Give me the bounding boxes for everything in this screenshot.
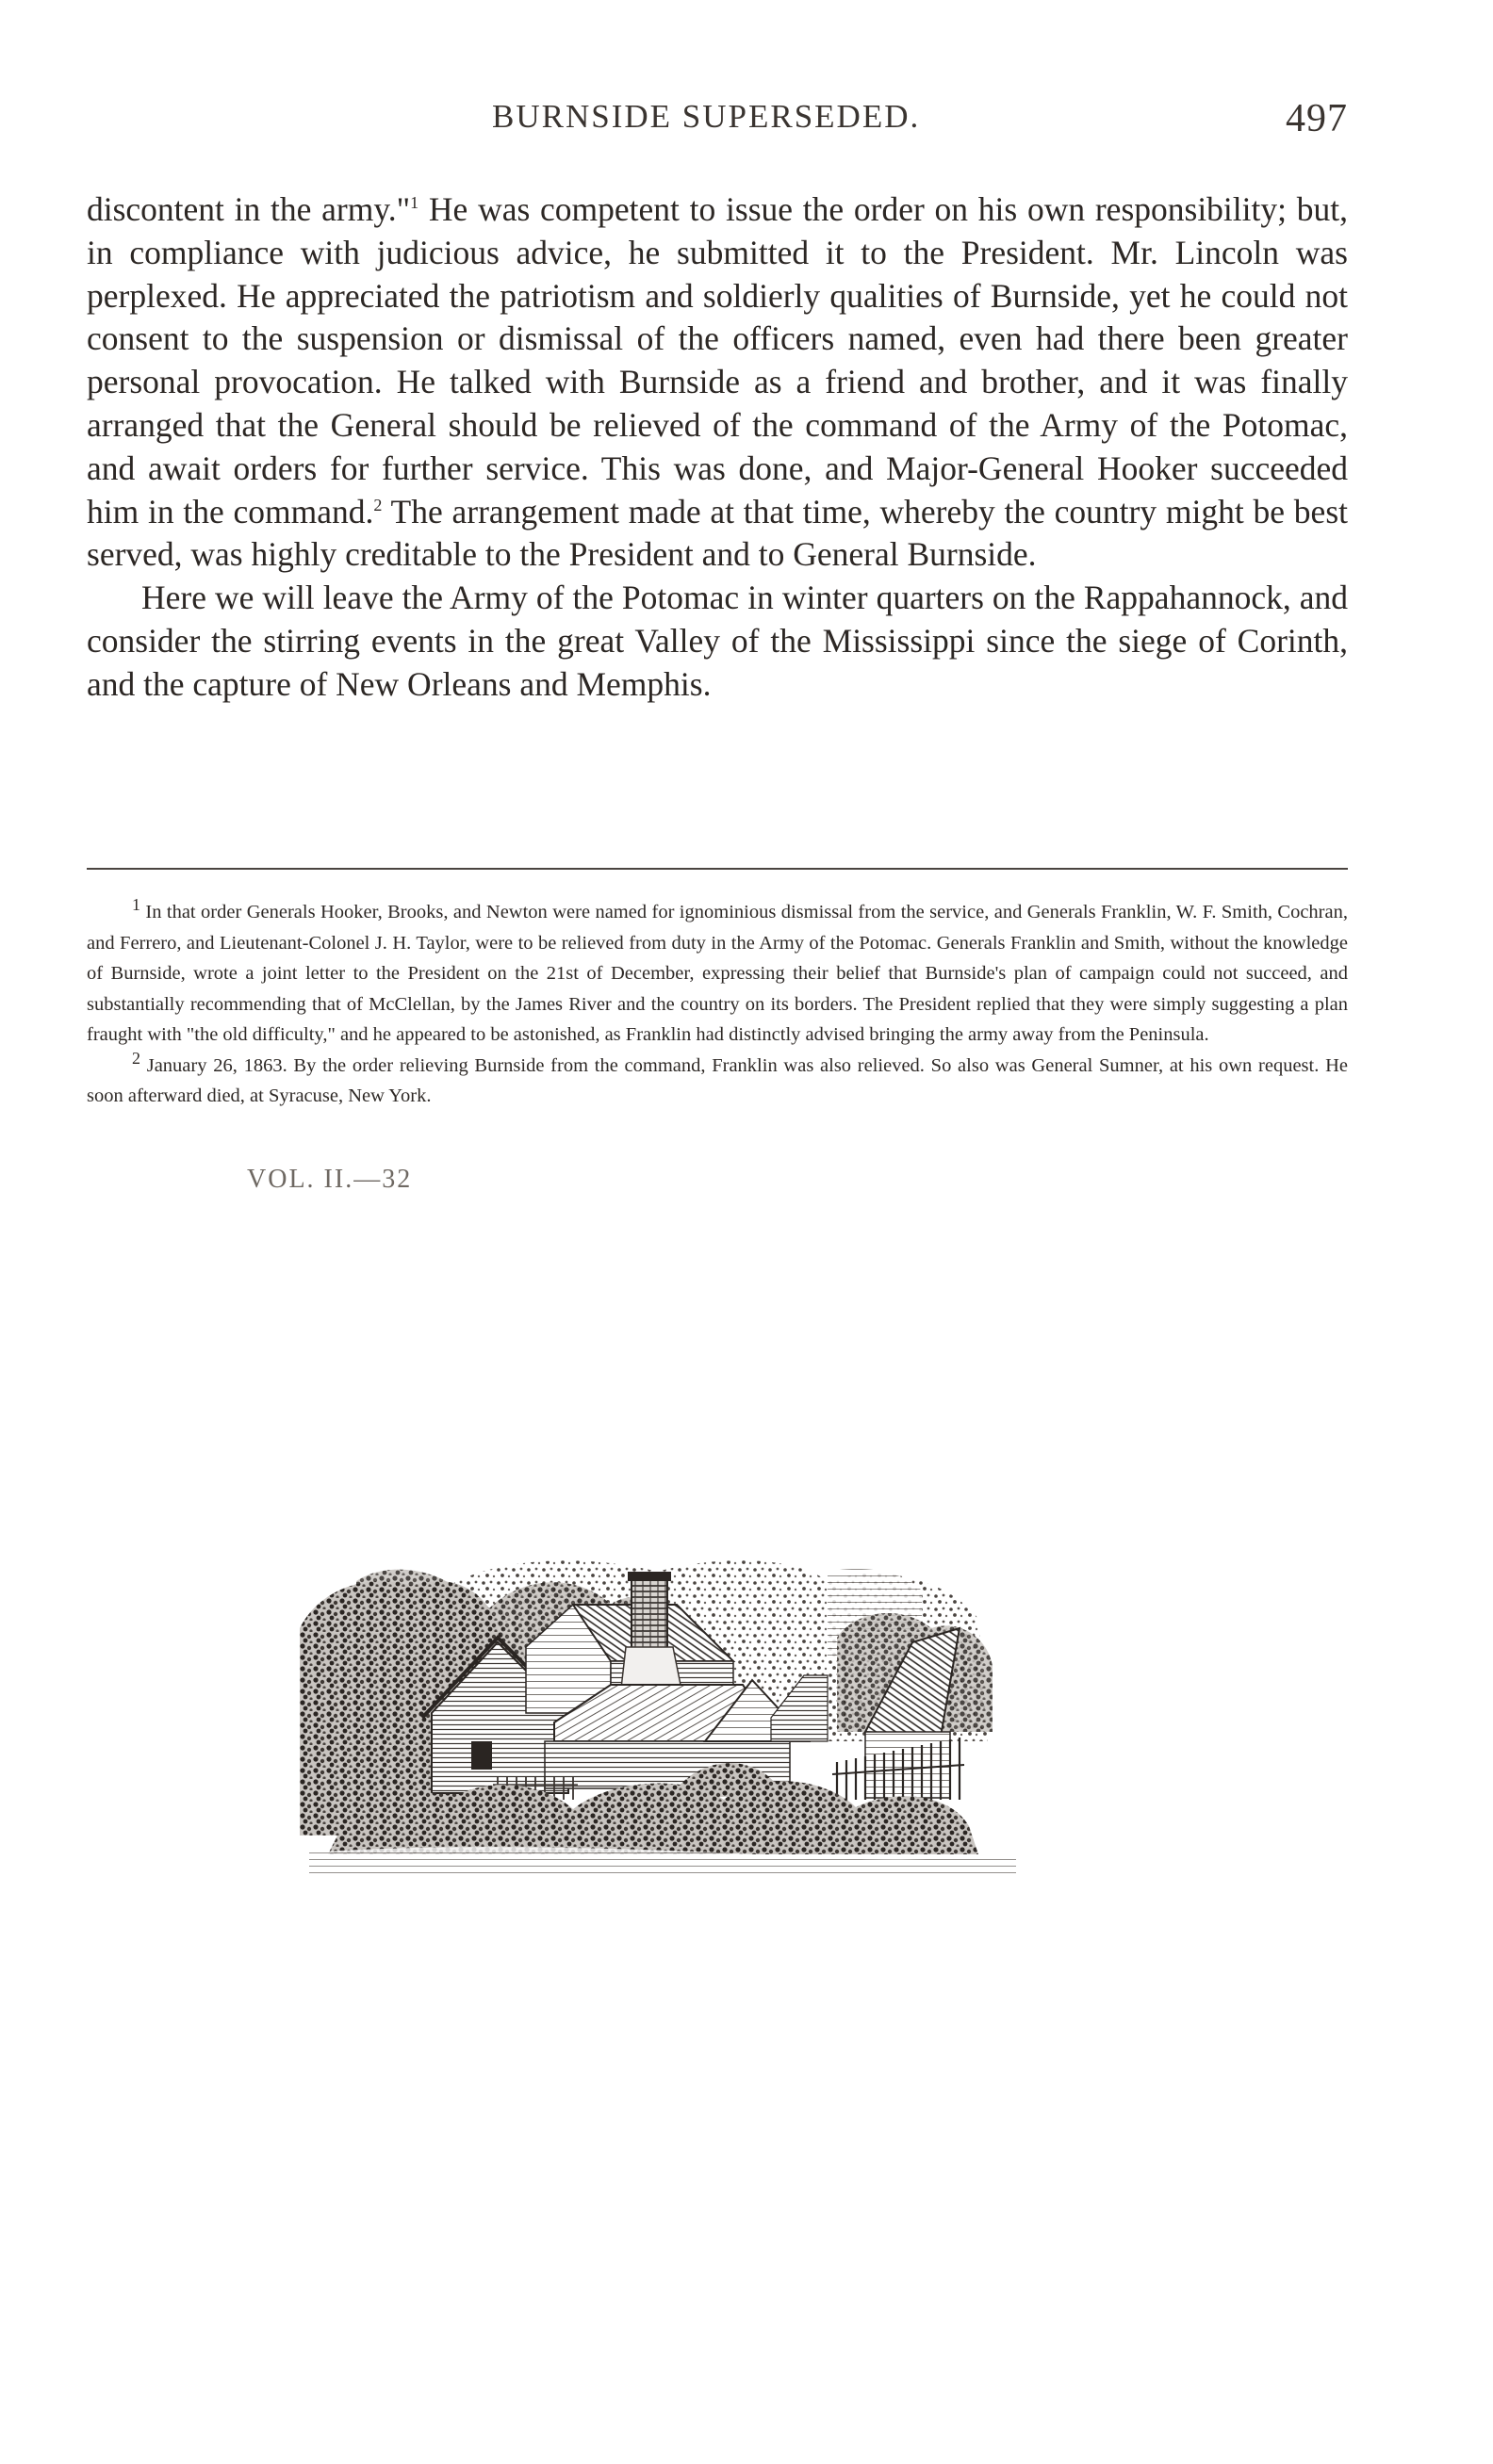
footnote-2-marker: 2 xyxy=(132,1048,140,1068)
signature-mark: VOL. II.—32 xyxy=(247,1165,413,1194)
paragraph-2: Here we will leave the Army of the Potomac in winter quarters on the Rappahannock, and consider the stirring events in the great Valley of the Mississippi since the siege of Corinth, and the capture of New Orleans and Memphis. xyxy=(87,579,1348,703)
body-text xyxy=(87,188,1348,707)
paragraph-1-part-2: He was competent to issue the order on his own responsibility; but, in compliance with judicious advice, he submitted it to the President. Mr. Lincoln was perplexed. He appreciated the patriotism and soldierly qualities of Burnside, yet he could not consent to the suspension or dismissal of the officers named, even had there been greater personal provocation. He talked with Burnside as a friend and brother, and it was finally arranged that the General should be relieved of the command of the Army of the Potomac, and await orders for further service. This was done, and Major-General Hooker succeeded him in the command. xyxy=(87,190,1348,530)
footnote-2-text: January 26, 1863. By the order relieving Burnside from the command, Franklin was also relieved. So also was General Sumner, at his own request. He soon afterward died, at Syracuse, New York. xyxy=(87,1054,1348,1106)
footnote-1 xyxy=(87,897,1348,1051)
footnote-1-text: In that order Generals Hooker, Brooks, and Newton were named for ignominious dismissal from the service, and Generals Franklin, W. F. Smith, Cochran, and Ferrero, and Lieutenant-Colonel J. H. Taylor, were to be relieved from duty in the Army of the Potomac. Generals Franklin and Smith, without the knowledge of Burnside, wrote a joint letter to the President on the 21st of December, expressing their belief that Burnside's plan of campaign could not succeed, and substantially recommending that of McClellan, by the James River and the country on its borders. The President replied that they were simply suggesting a plan fraught with "the old difficulty," and he appeared to be astonished, as Franklin had distinctly advised bringing the army away from the Peninsula. xyxy=(87,902,1348,1045)
footnote-2 xyxy=(87,1048,1348,1112)
page-number: 497 xyxy=(1286,97,1348,140)
footnote-rule xyxy=(87,868,1348,870)
running-head xyxy=(87,98,1348,145)
footnote-ref-2: 2 xyxy=(373,495,383,514)
footnotes xyxy=(87,897,1348,1112)
footnote-1-marker: 1 xyxy=(132,895,140,915)
running-title: BURNSIDE SUPERSEDED. xyxy=(492,98,921,135)
paragraph-1-part-3: The arrangement made at that time, whereby the country might be best served, was highly creditable to the President and to General Burnside. xyxy=(87,492,1348,574)
paragraph-1 xyxy=(87,188,1348,577)
farmhouse-illustration xyxy=(300,1553,1146,1879)
footnote-ref-1: 1 xyxy=(410,193,419,213)
paragraph-1-part-1: discontent in the army." xyxy=(87,190,411,228)
